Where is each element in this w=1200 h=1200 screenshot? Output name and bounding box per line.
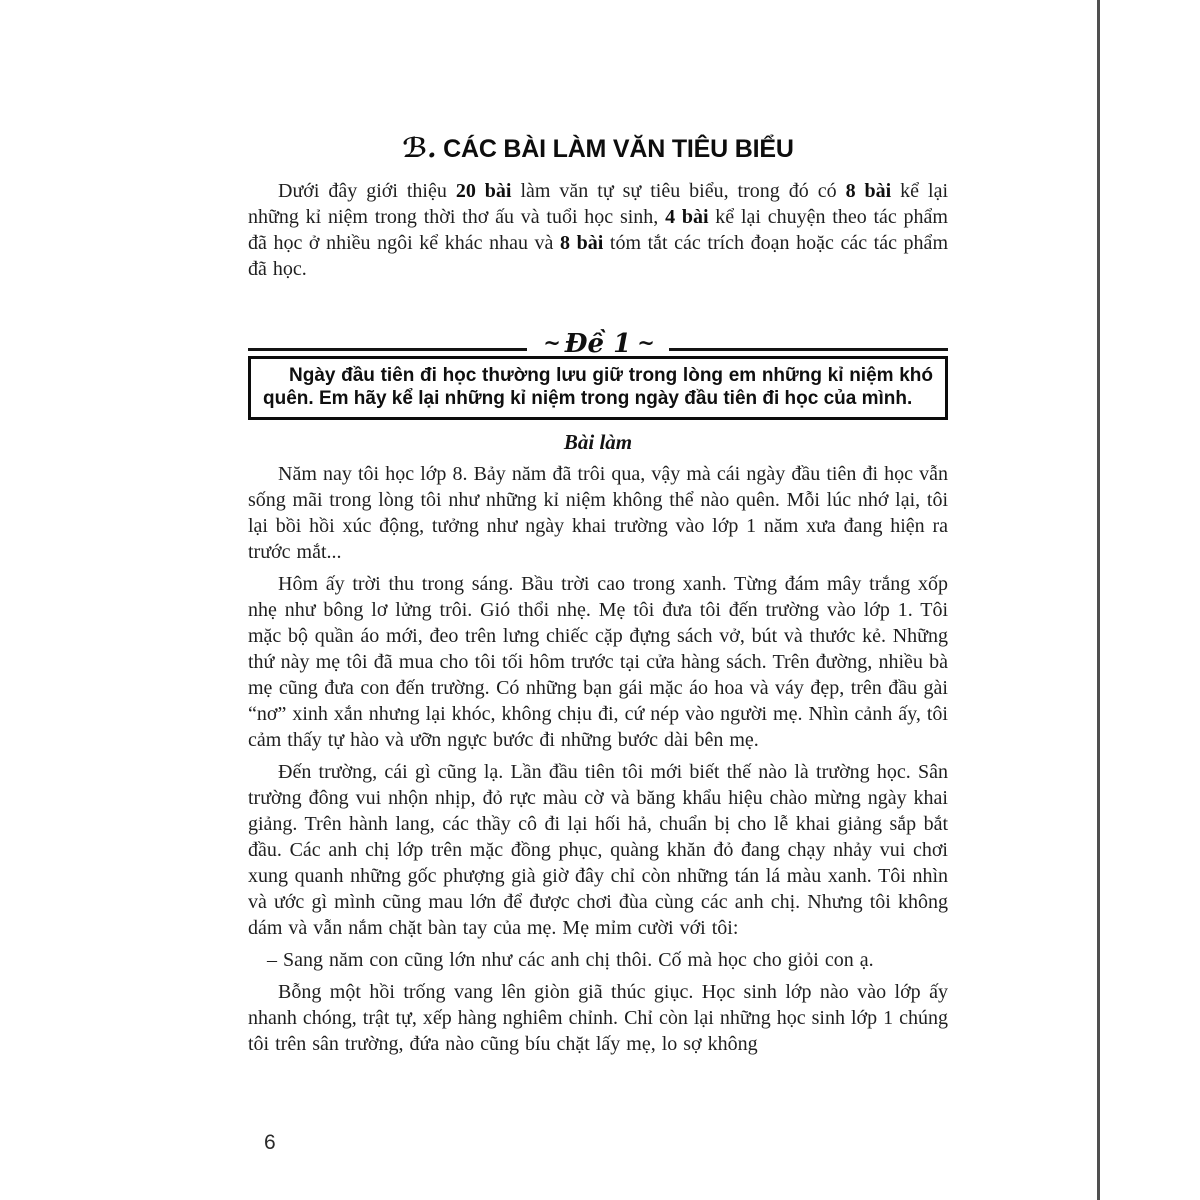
intro-bold-text: 8 bài: [560, 232, 604, 254]
intro-text: kể lại những kỉ niệm trong thời thơ ấu và tuổi học sinh,: [248, 180, 949, 228]
left-rule: [248, 348, 527, 351]
intro-text: tóm tắt các trích đoạn hoặc các tác phẩm đã học.: [248, 232, 948, 280]
essay-paragraph: Năm nay tôi học lớp 8. Bảy năm đã trôi qua, vậy mà cái ngày đầu tiên đi học vẫn sống mãi trong lòng tôi như những kỉ niệm không thể nào quên. Mỗi lúc nhớ lại, tôi lại bồi hồi xúc động, tưởng như ngày khai trường vào lớp 1 năm xưa đang hiện ra trước mắt...: [248, 463, 948, 563]
intro-text: Dưới đây giới thiệu: [278, 180, 456, 202]
intro-text: làm văn tự sự tiêu biểu, trong đó có: [511, 180, 846, 202]
section-marker: ℬ.: [402, 133, 437, 164]
section-title-text: CÁC BÀI LÀM VĂN TIÊU BIỂU: [443, 135, 794, 163]
essay-heading: Bài làm: [563, 430, 633, 454]
right-rule: [669, 348, 948, 351]
dialogue-line: – Sang năm con cũng lớn như các anh chị thôi. Cố mà học cho giỏi con ạ.: [267, 949, 874, 971]
essay-paragraph: Hôm ấy trời thu trong sáng. Bầu trời cao trong xanh. Từng đám mây trắng xốp nhẹ như bông lơ lửng trôi. Gió thổi nhẹ. Mẹ tôi đưa tôi đến trường vào lớp 1. Tôi mặc bộ quần áo mới, đeo trên lưng chiếc cặp đựng sách vở, bút và thước kẻ. Những thứ này mẹ tôi đã mua cho tôi tối hôm trước tại cửa hàng sách. Trên đường, nhiều bà mẹ cũng đưa con đến trường. Có những bạn gái mặc áo hoa và váy đẹp, trên đầu gài “nơ” xinh xắn nhưng lại khóc, không chịu đi, cứ nép vào người mẹ. Nhìn cảnh ấy, tôi cảm thấy tự hào và ưỡn ngực bước đi những bước dài bên mẹ.: [248, 573, 948, 751]
essay-paragraph: Đến trường, cái gì cũng lạ. Lần đầu tiên tôi mới biết thế nào là trường học. Sân trường đông vui nhộn nhịp, đỏ rực màu cờ và băng khẩu hiệu chào mừng ngày khai giảng. Trên hành lang, các thầy cô đi lại hối hả, chuẩn bị cho lễ khai giảng sắp bắt đầu. Các anh chị lớp trên mặc đồng phục, quàng khăn đỏ đang chạy nhảy vui chơi xung quanh những gốc phượng già giờ đây chỉ còn những tán lá màu xanh. Tôi nhìn và ước gì mình cũng mau lớn để được chơi đùa cùng các anh chị. Nhưng tôi không dám và vẫn nắm chặt bàn tay của mẹ. Mẹ mỉm cười với tôi:: [248, 761, 948, 939]
topic-label: [527, 329, 669, 360]
ornament-left-icon: ~: [543, 330, 559, 355]
section-title: [248, 135, 948, 163]
essay-body: [248, 461, 948, 1057]
prompt-text: Ngày đầu tiên đi học thường lưu giữ trong lòng em những kỉ niệm khó quên. Em hãy kể lại những kỉ niệm trong ngày đầu tiên đi học của mình.: [263, 365, 933, 409]
intro-bold-text: 8 bài: [845, 180, 892, 202]
page-edge-line: [1097, 0, 1100, 1200]
page-content: [248, 0, 948, 1057]
intro-bold-text: 4 bài: [665, 206, 709, 228]
page-number: 6: [264, 1131, 276, 1154]
prompt-box: [248, 356, 948, 420]
essay-paragraph: Bỗng một hồi trống vang lên giòn giã thúc giục. Học sinh lớp nào vào lớp ấy nhanh chóng, trật tự, xếp hàng nghiêm chỉnh. Chỉ còn lại những học sinh lớp 1 chúng tôi trên sân trường, đứa nào cũng bíu chặt lấy mẹ, lo sợ không: [248, 981, 948, 1055]
topic-label-text: Đề 1: [564, 329, 632, 359]
intro-bold-text: 20 bài: [455, 180, 512, 202]
ornament-right-icon: ~: [637, 330, 653, 355]
intro-paragraph: [248, 178, 948, 282]
intro-text: kể lại chuyện theo tác phẩm đã học ở nhiều ngôi kể khác nhau và: [248, 206, 948, 254]
